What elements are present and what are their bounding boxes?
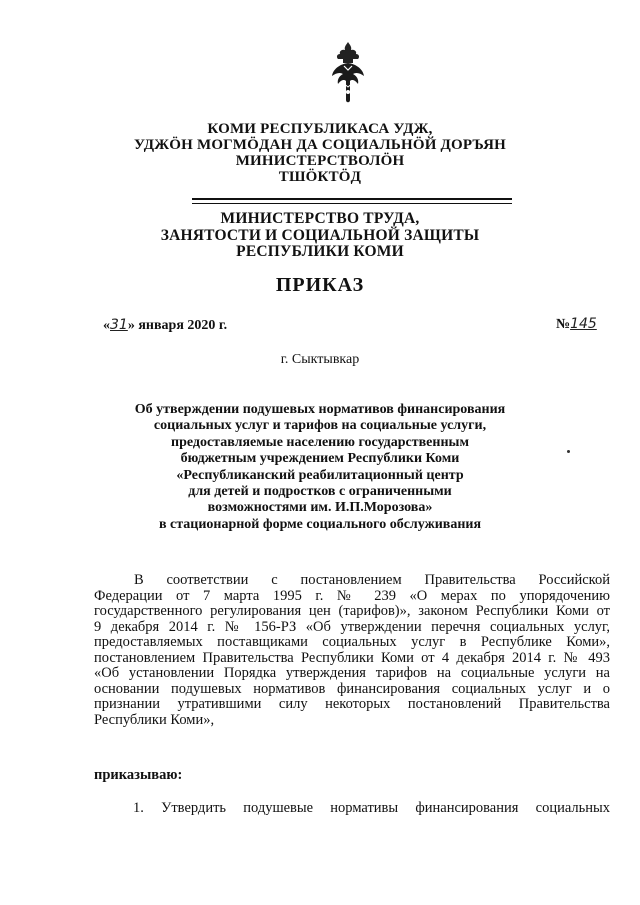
- date-day-handwritten: 31: [110, 317, 128, 333]
- komi-coat-of-arms-icon: [330, 40, 366, 106]
- number-sign: №: [556, 317, 571, 332]
- date-open-quote: «: [103, 318, 110, 333]
- subject-line: Об утверждении подушевых нормативов финансирования: [134, 402, 506, 417]
- header-komi-line-4: ТШӦКТӦД: [278, 169, 362, 185]
- subject-line: «Республиканский реабилитационный центр: [176, 467, 464, 483]
- preamble-line: основании подушевых нормативов финансирования социальных услуг и о: [94, 680, 610, 697]
- subject-line: бюджетным учреждением Республики Коми: [180, 451, 460, 467]
- preamble-line: постановлением Правительства Республики Коми от 4 декабря 2014 г. № 493: [94, 649, 610, 666]
- subject-line: в стационарной форме социального обслуживания: [158, 516, 482, 532]
- order-word: приказываю:: [94, 767, 183, 783]
- header-ministry-line-1: МИНИСТЕРСТВО ТРУДА,: [220, 210, 420, 227]
- document-subject: [0, 402, 640, 533]
- order-item-1: 1. Утвердить подушевые нормативы финансирования социальных: [133, 800, 610, 816]
- header-komi-line-1: КОМИ РЕСПУБЛИКАСА УДЖ,: [207, 121, 433, 137]
- subject-line: социальных услуг и тарифов на социальные услуги,: [153, 418, 487, 434]
- preamble-line: «Об установлении Порядка утверждения тарифов на социальные услуги на: [94, 665, 610, 681]
- document-number: [556, 316, 597, 333]
- header-divider-thick: [192, 198, 512, 200]
- preamble-line: 9 декабря 2014 г. № 156-РЗ «Об утверждении перечня социальных услуг,: [94, 618, 610, 635]
- preamble-line: В соответствии с постановлением Правительства Российской: [134, 572, 610, 588]
- preamble-line: государственного регулирования цен (тарифов)», законом Республики Коми от: [94, 603, 610, 619]
- preamble-line: признании утратившими силу некоторых постановлений Правительства: [94, 696, 610, 712]
- header-ministry-line-3: РЕСПУБЛИКИ КОМИ: [236, 243, 404, 260]
- header-komi-line-3: МИНИСТЕРСТВОЛӦН: [235, 153, 405, 169]
- header-komi-line-2: УДЖӦН МОГМӦДАН ДА СОЦИАЛЬНӦЙ ДОРЪЯН: [134, 137, 506, 153]
- document-date: [103, 317, 227, 334]
- date-month-year: » января 2020 г.: [127, 318, 228, 333]
- header-ministry-line-2: ЗАНЯТОСТИ И СОЦИАЛЬНОЙ ЗАЩИТЫ: [160, 226, 480, 244]
- subject-line: возможностями им. И.П.Морозова»: [207, 500, 433, 516]
- document-type-title: ПРИКАЗ: [275, 274, 365, 296]
- scan-speck: [567, 450, 570, 453]
- document-city: г. Сыктывкар: [280, 352, 360, 367]
- subject-line: для детей и подростков с ограниченными: [188, 484, 452, 500]
- number-value-handwritten: 145: [570, 316, 597, 332]
- preamble-line: предоставляемых поставщиками социальных услуг в Республике Коми»,: [94, 634, 610, 650]
- header-divider-thin: [192, 203, 512, 204]
- preamble-line: Федерации от 7 марта 1995 г. № 239 «О мерах по упорядочению: [94, 587, 610, 604]
- header-komi-block: [0, 121, 640, 185]
- preamble-paragraph: [94, 573, 610, 728]
- subject-line: предоставляемые населению государственным: [171, 434, 469, 450]
- preamble-line: Республики Коми»,: [94, 711, 215, 728]
- header-ministry-block: [0, 211, 640, 261]
